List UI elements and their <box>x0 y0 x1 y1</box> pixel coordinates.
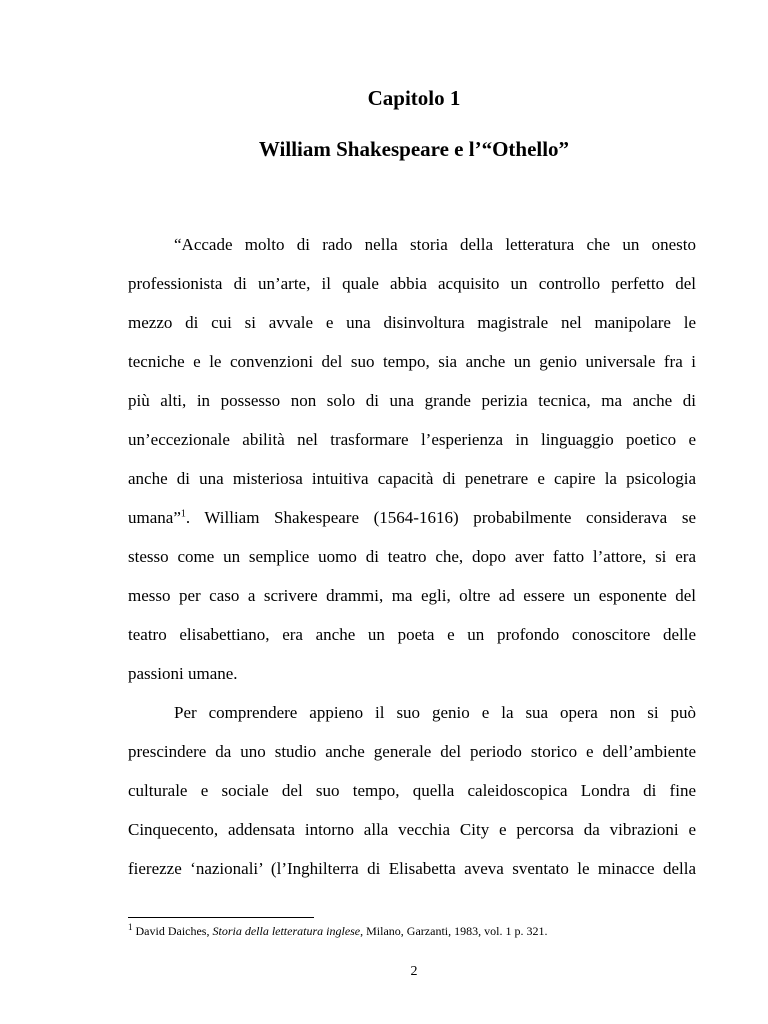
footnote-marker: 1 <box>128 922 133 932</box>
text-line: “Accade molto di rado nella storia della letteratura che un onesto <box>174 235 696 254</box>
text-line: anche di una misteriosa intuitiva capacità di penetrare e capire la psicologia <box>128 469 696 488</box>
chapter-title: William Shakespeare e l’“Othello” <box>258 137 570 161</box>
footnote-work-title: Storia della letteratura inglese <box>212 924 361 938</box>
text-line: fierezze ‘nazionali’ (l’Inghilterra di Elisabetta aveva sventato le minacce della <box>128 859 696 878</box>
body-text <box>128 225 696 888</box>
text-line: teatro elisabettiano, era anche un poeta e un profondo conoscitore delle <box>128 625 696 644</box>
text-line: mezzo di cui si avvale e una disinvoltura magistrale nel manipolare le <box>128 313 696 332</box>
text-line: stesso come un semplice uomo di teatro che, dopo aver fatto l’attore, si era <box>128 547 696 566</box>
page-number: 2 <box>410 964 418 979</box>
footnote-details: , Milano, Garzanti, 1983, vol. 1 p. 321. <box>360 924 548 938</box>
text-line: culturale e sociale del suo tempo, quella caleidoscopica Londra di fine <box>128 781 696 800</box>
footnote-author: David Daiches, <box>132 924 213 938</box>
text-line: un’eccezionale abilità nel trasformare l’esperienza in linguaggio poetico e <box>128 430 696 449</box>
footnote <box>128 924 547 939</box>
chapter-heading: Capitolo 1 <box>367 86 461 110</box>
text-line: più alti, in possesso non solo di una grande perizia tecnica, ma anche di <box>128 391 696 410</box>
text-line: messo per caso a scrivere drammi, ma egli, oltre ad essere un esponente del <box>128 586 696 605</box>
text-line: tecniche e le convenzioni del suo tempo, sia anche un genio universale fra i <box>128 352 696 371</box>
footnote-reference: 1 <box>180 508 186 520</box>
text-line: Cinquecento, addensata intorno alla vecchia City e percorsa da vibrazioni e <box>128 820 696 839</box>
text-line: professionista di un’arte, il quale abbia acquisito un controllo perfetto del <box>128 274 696 293</box>
text-line: prescindere da uno studio anche generale del periodo storico e dell’ambiente <box>128 742 696 761</box>
text-fragment: . William Shakespeare (1564-1616) probabilmente considerava se <box>185 508 696 527</box>
text-fragment: umana” <box>128 508 181 527</box>
footnote-separator <box>128 917 314 918</box>
text-line: passioni umane. <box>128 664 238 683</box>
text-line-with-footnote <box>128 498 696 537</box>
text-line: Per comprendere appieno il suo genio e la sua opera non si può <box>174 703 696 722</box>
